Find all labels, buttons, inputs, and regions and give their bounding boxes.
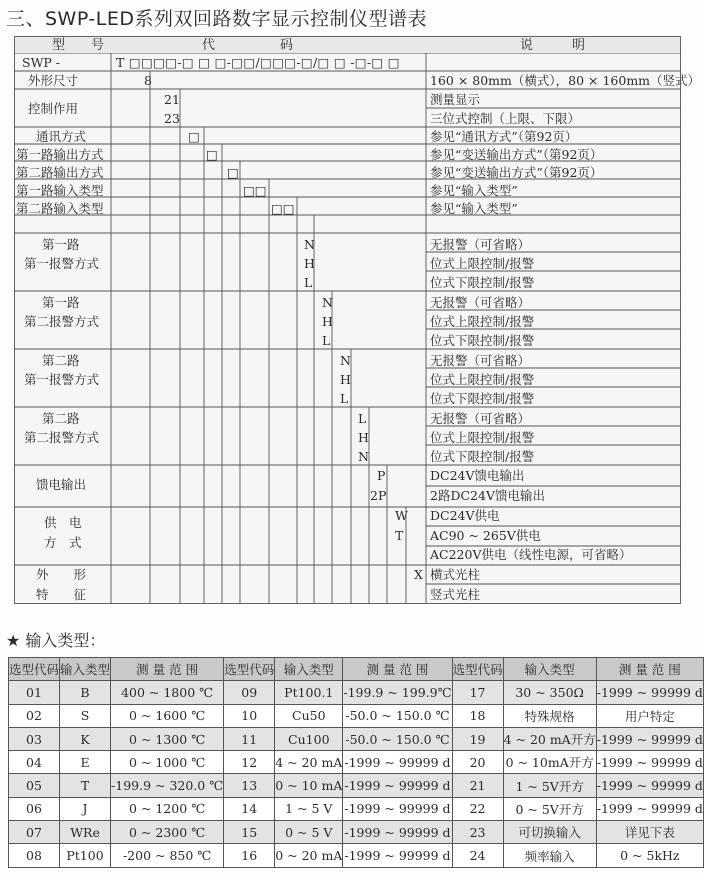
table-cell: T (60, 774, 111, 797)
col-header: 输入类型 (275, 658, 343, 681)
row-code-alarm22-3: N (358, 449, 369, 464)
table-cell: 0 ~ 10mA开方 (503, 751, 596, 774)
row-code-comm: □ (188, 129, 200, 144)
row-label-in2: 第二路输入类型 (16, 201, 104, 216)
row-desc-comm: 参见“通讯方式”（第92页） (430, 129, 578, 144)
row-label-alarm21-b: 第一报警方式 (24, 372, 100, 387)
table-cell: 22 (452, 797, 503, 820)
row-code-power-2: T (395, 528, 404, 543)
table-cell: 用户特定 (596, 704, 703, 727)
row-code-in1: □□ (243, 183, 267, 198)
table-cell: -1999 ~ 99999 d (596, 751, 703, 774)
row-desc-control-1: 测量显示 (430, 92, 481, 107)
row-label-out1: 第一路输出方式 (16, 147, 104, 162)
table-cell: 14 (224, 797, 275, 820)
table-cell: 400 ~ 1800 ℃ (111, 681, 224, 704)
table-cell: 24 (452, 844, 503, 867)
table-cell: 09 (224, 681, 275, 704)
row-desc-alarm12-3: 位式下限控制/报警 (430, 333, 535, 348)
row-label-shape-b: 特 征 (36, 587, 87, 602)
table-cell: 详见下表 (596, 821, 703, 844)
table-cell: 06 (9, 797, 60, 820)
table-cell: 0 ~ 1600 ℃ (111, 704, 224, 727)
table-cell: -50.0 ~ 150.0 ℃ (343, 704, 452, 727)
row-desc-alarm11-2: 位式上限控制/报警 (430, 256, 535, 271)
table-cell: 1 ~ 5 V (275, 797, 343, 820)
row-desc-alarm22-3: 位式下限控制/报警 (430, 449, 535, 464)
table-cell: 0 ~ 1200 ℃ (111, 797, 224, 820)
table-cell: -1999 ~ 99999 d (343, 844, 452, 867)
row-label-comm: 通讯方式 (36, 129, 87, 144)
table-cell: 07 (9, 821, 60, 844)
table-row (9, 751, 704, 774)
table-cell: -199.9 ~ 320.0 ℃ (111, 774, 224, 797)
table-cell: 10 (224, 704, 275, 727)
row-label-power-b: 方 式 (44, 535, 82, 550)
row-code-feed-2: 2P (370, 488, 387, 503)
row-desc-alarm22-1: 无报警（可省略） (430, 411, 531, 426)
row-label-feed: 馈电输出 (36, 477, 87, 492)
table-cell: 11 (224, 727, 275, 750)
col-header: 测 量 范 围 (596, 658, 703, 681)
row-desc-alarm12-2: 位式上限控制/报警 (430, 314, 535, 329)
table-cell: -1999 ~ 99999 d (343, 821, 452, 844)
table-row (9, 727, 704, 750)
table-cell: -1999 ~ 99999 d (596, 727, 703, 750)
row-code-in2: □□ (271, 201, 295, 216)
row-desc-shape-1: 横式光柱 (430, 567, 481, 582)
row-code-alarm11-2: H (304, 256, 315, 271)
row-label-alarm11-b: 第一报警方式 (24, 256, 100, 271)
col-header: 选型代码 (9, 658, 60, 681)
table-cell: 12 (224, 751, 275, 774)
row-desc-power-2: AC90 ~ 265V供电 (430, 528, 541, 543)
table-row (9, 844, 704, 867)
table-row (9, 774, 704, 797)
table-row (9, 821, 704, 844)
row-label-alarm21-a: 第二路 (42, 353, 80, 368)
table-cell: K (60, 727, 111, 750)
row-code-control-2: 23 (164, 111, 180, 126)
table-cell: -1999 ~ 99999 d (343, 774, 452, 797)
row-desc-alarm11-1: 无报警（可省略） (430, 237, 531, 252)
row-label-shape-a: 外 形 (36, 567, 87, 582)
table-cell: Pt100.1 (275, 681, 343, 704)
table-cell: 特殊规格 (503, 704, 596, 727)
table-cell: 03 (9, 727, 60, 750)
table-cell: -1999 ~ 99999 d (596, 774, 703, 797)
row-desc-out2: 参见“变送输出方式”（第92页） (430, 165, 603, 180)
col-header: 选型代码 (224, 658, 275, 681)
row-label-alarm22-b: 第二报警方式 (24, 430, 100, 445)
table-cell: 05 (9, 774, 60, 797)
header-model: 型 号 (52, 38, 105, 53)
row-label-in1: 第一路输入类型 (16, 183, 104, 198)
table-cell: 19 (452, 727, 503, 750)
table-cell: 0 ~ 5 V (275, 821, 343, 844)
col-header: 选型代码 (452, 658, 503, 681)
row-code-out2: □ (227, 165, 239, 180)
table-cell: 13 (224, 774, 275, 797)
row-code-alarm12-2: H (322, 314, 333, 329)
table-cell: -50.0 ~ 150.0 ℃ (343, 727, 452, 750)
row-code-power-1: W (395, 508, 408, 523)
table-cell: -1999 ~ 99999 d (343, 797, 452, 820)
row-code-size: 8 (144, 73, 152, 88)
table-cell: 0 ~ 1000 ℃ (111, 751, 224, 774)
table-cell: 20 (452, 751, 503, 774)
col-header: 输入类型 (503, 658, 596, 681)
table-cell: 30 ~ 350Ω (503, 681, 596, 704)
table-cell: 02 (9, 704, 60, 727)
table-row (9, 681, 704, 704)
row-code-alarm12-1: N (322, 295, 333, 310)
row-code-alarm22-2: H (358, 430, 369, 445)
table-cell: Cu100 (275, 727, 343, 750)
table-row (9, 704, 704, 727)
col-header: 测 量 范 围 (111, 658, 224, 681)
table-cell: -1999 ~ 99999 d (596, 681, 703, 704)
table-cell: 23 (452, 821, 503, 844)
row-label-size: 外形尺寸 (28, 73, 79, 88)
table-cell: J (60, 797, 111, 820)
row-code-alarm22-1: L (358, 411, 367, 426)
table-cell: 1 ~ 5V开方 (503, 774, 596, 797)
table-cell: -1999 ~ 99999 d (596, 797, 703, 820)
row-desc-alarm21-3: 位式下限控制/报警 (430, 391, 535, 406)
row-code-shape: X (414, 567, 423, 582)
swp-label: SWP - (22, 55, 61, 70)
table-cell: S (60, 704, 111, 727)
header-description: 说 明 (520, 38, 586, 53)
table-cell: Cu50 (275, 704, 343, 727)
row-desc-shape-2: 竖式光柱 (430, 587, 481, 602)
header-code: 代 码 (202, 38, 294, 53)
row-desc-power-3: AC220V供电（线性电源，可省略） (430, 547, 632, 562)
row-code-alarm21-2: H (340, 372, 351, 387)
table-cell: 01 (9, 681, 60, 704)
table-cell: B (60, 681, 111, 704)
row-code-out1: □ (206, 147, 218, 162)
row-code-alarm11-3: L (304, 275, 313, 290)
table-cell: 可切换输入 (503, 821, 596, 844)
row-code-feed-1: P (377, 468, 386, 483)
table-cell: -1999 ~ 99999 d (343, 751, 452, 774)
row-label-control: 控制作用 (28, 101, 79, 116)
table-cell: -200 ~ 850 ℃ (111, 844, 224, 867)
table-cell: 0 ~ 5kHz (596, 844, 703, 867)
row-code-alarm21-3: L (340, 391, 349, 406)
row-desc-control-2: 三位式控制（上限、下限） (430, 111, 581, 126)
table-row (9, 797, 704, 820)
row-code-alarm21-1: N (340, 353, 351, 368)
row-label-power-a: 供 电 (44, 515, 82, 530)
table-cell: 4 ~ 20 mA开方 (503, 727, 596, 750)
table-cell: 0 ~ 1300 ℃ (111, 727, 224, 750)
table-cell: 0 ~ 5V开方 (503, 797, 596, 820)
model-spectrum-table (14, 36, 681, 604)
row-desc-alarm11-3: 位式下限控制/报警 (430, 275, 535, 290)
table-cell: 频率输入 (503, 844, 596, 867)
code-pattern: T □□□□-□ □ □-□□/□□□-□/□ □ -□-□ □ (116, 55, 400, 70)
table-cell: 08 (9, 844, 60, 867)
table-cell: -199.9 ~ 199.9℃ (343, 681, 452, 704)
table-cell: 18 (452, 704, 503, 727)
col-header: 测 量 范 围 (343, 658, 452, 681)
table-cell: 04 (9, 751, 60, 774)
row-desc-feed-2: 2路DC24V馈电输出 (430, 488, 545, 503)
row-label-alarm22-a: 第二路 (42, 411, 80, 426)
row-desc-out1: 参见“变送输出方式”（第92页） (430, 147, 603, 162)
table-cell: WRe (60, 821, 111, 844)
row-desc-alarm12-1: 无报警（可省略） (430, 295, 531, 310)
row-desc-power-1: DC24V供电 (430, 508, 500, 523)
row-code-alarm12-3: L (322, 333, 331, 348)
row-desc-in1: 参见“输入类型” (430, 183, 518, 198)
table-cell: 21 (452, 774, 503, 797)
row-label-alarm11-a: 第一路 (42, 237, 80, 252)
row-desc-in2: 参见“输入类型” (430, 201, 518, 216)
col-header: 输入类型 (60, 658, 111, 681)
row-desc-alarm21-2: 位式上限控制/报警 (430, 372, 535, 387)
row-label-out2: 第二路输出方式 (16, 165, 104, 180)
row-desc-alarm22-2: 位式上限控制/报警 (430, 430, 535, 445)
table-cell: 17 (452, 681, 503, 704)
table-cell: 4 ~ 20 mA (275, 751, 343, 774)
table-cell: E (60, 751, 111, 774)
row-code-control-1: 21 (164, 92, 180, 107)
row-label-alarm12-b: 第二报警方式 (24, 314, 100, 329)
input-type-table (8, 657, 704, 868)
table-cell: 16 (224, 844, 275, 867)
row-desc-feed-1: DC24V馈电输出 (430, 468, 525, 483)
row-code-alarm11-1: N (304, 237, 315, 252)
input-section-title: ★ 输入类型： (6, 631, 106, 650)
row-desc-alarm21-1: 无报警（可省略） (430, 353, 531, 368)
page-title: 三、SWP-LED系列双回路数字显示控制仪型谱表 (6, 8, 427, 30)
row-desc-size: 160 × 80mm（横式），80 × 160mm（竖式） (430, 73, 701, 88)
input-table-header-row (9, 658, 704, 681)
table-cell: 0 ~ 10 mA (275, 774, 343, 797)
table-cell: 15 (224, 821, 275, 844)
row-label-alarm12-a: 第一路 (42, 295, 80, 310)
table-cell: Pt100 (60, 844, 111, 867)
table-cell: 0 ~ 2300 ℃ (111, 821, 224, 844)
table-cell: 0 ~ 20 mA (275, 844, 343, 867)
